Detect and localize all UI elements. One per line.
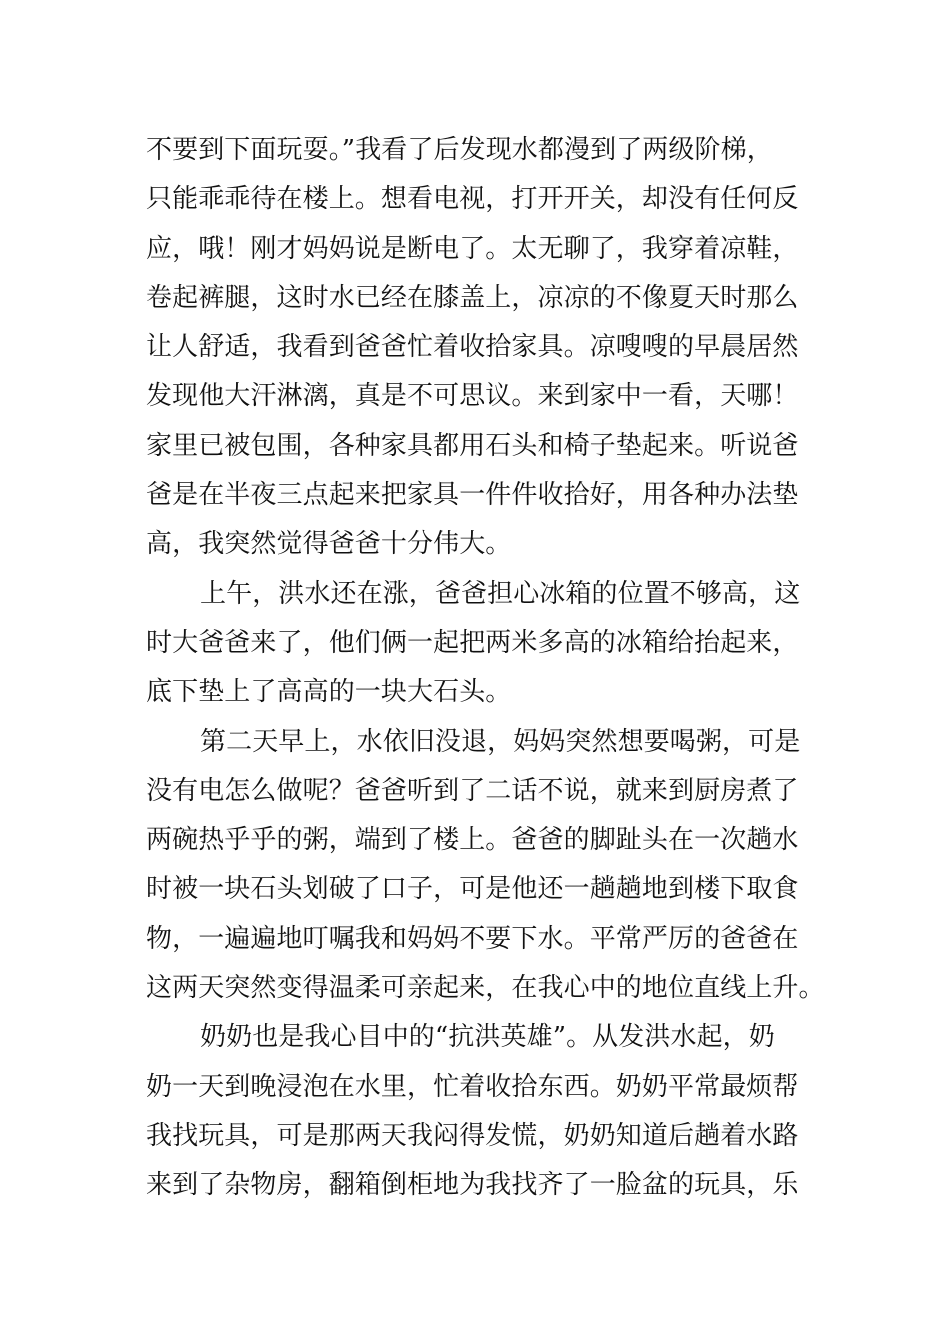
text-line-3: 应，哦！刚才妈妈说是断电了。太无聊了，我穿着凉鞋， (146, 233, 799, 264)
text-line-10: 上午，洪水还在涨，爸爸担心冰箱的位置不够高，这 (200, 578, 801, 609)
text-line-6: 发现他大汗淋漓，真是不可思议。来到家中一看，天哪！ (146, 381, 799, 412)
text-line-14: 没有电怎么做呢？爸爸听到了二话不说，就来到厨房煮了 (146, 775, 799, 806)
text-line-8: 爸是在半夜三点起来把家具一件件收拾好，用各种办法垫 (146, 480, 799, 511)
text-line-2: 只能乖乖待在楼上。想看电视，打开开关，却没有任何反 (146, 184, 799, 215)
text-line-15: 两碗热乎乎的粥，端到了楼上。爸爸的脚趾头在一次趟水 (146, 825, 799, 856)
essay-body (146, 126, 825, 1211)
text-line-11: 时大爸爸来了，他们俩一起把两米多高的冰箱给抬起来， (146, 627, 799, 658)
text-line-20: 奶一天到晚浸泡在水里，忙着收拾东西。奶奶平常最烦帮 (146, 1071, 799, 1102)
text-line-12: 底下垫上了高高的一块大石头。 (146, 677, 512, 708)
text-line-9: 高，我突然觉得爸爸十分伟大。 (146, 529, 512, 560)
text-line-5: 让人舒适，我看到爸爸忙着收拾家具。凉嗖嗖的早晨居然 (146, 332, 799, 363)
text-line-7: 家里已被包围，各种家具都用石头和椅子垫起来。听说爸 (146, 430, 799, 461)
text-line-19: 奶奶也是我心目中的“抗洪英雄”。从发洪水起，奶 (200, 1022, 775, 1053)
text-line-18: 这两天突然变得温柔可亲起来，在我心中的地位直线上升。 (146, 973, 825, 1004)
text-line-4: 卷起裤腿，这时水已经在膝盖上，凉凉的不像夏天时那么 (146, 282, 799, 313)
text-line-16: 时被一块石头划破了口子，可是他还一趟趟地到楼下取食 (146, 874, 799, 905)
text-line-13: 第二天早上，水依旧没退，妈妈突然想要喝粥，可是 (200, 726, 801, 757)
text-line-21: 我找玩具，可是那两天我闷得发慌，奶奶知道后趟着水路 (146, 1120, 799, 1151)
text-line-17: 物，一遍遍地叮嘱我和妈妈不要下水。平常严厉的爸爸在 (146, 923, 799, 954)
text-line-1: 不要到下面玩耍。”我看了后发现水都漫到了两级阶梯， (146, 135, 773, 165)
text-line-22: 来到了杂物房，翻箱倒柜地为我找齐了一脸盆的玩具，乐 (146, 1170, 799, 1201)
